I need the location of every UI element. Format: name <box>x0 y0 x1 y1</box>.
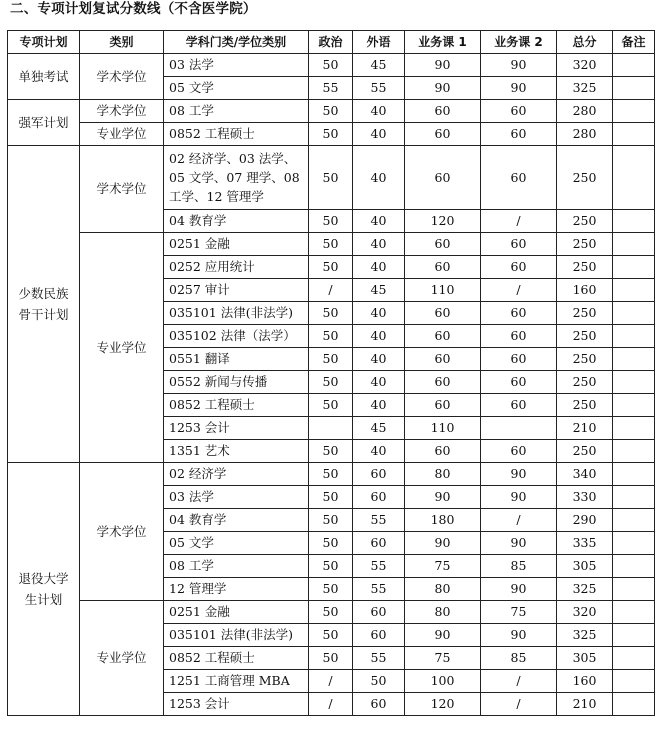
table-row <box>8 100 655 123</box>
note-cell <box>613 100 655 123</box>
foreign-cell: 60 <box>353 463 405 486</box>
course2-cell: 60 <box>481 146 557 210</box>
note-cell <box>613 624 655 647</box>
note-cell <box>613 325 655 348</box>
major-cell: 0552 新闻与传播 <box>164 371 309 394</box>
major-cell: 0852 工程硕士 <box>164 123 309 146</box>
foreign-cell: 45 <box>353 417 405 440</box>
category-cell: 学术学位 <box>80 463 164 601</box>
note-cell <box>613 601 655 624</box>
total-cell: 280 <box>557 100 613 123</box>
course1-cell: 80 <box>405 601 481 624</box>
total-cell: 320 <box>557 601 613 624</box>
foreign-cell: 40 <box>353 146 405 210</box>
course1-cell: 60 <box>405 123 481 146</box>
foreign-cell: 60 <box>353 624 405 647</box>
table-row <box>8 146 655 210</box>
foreign-cell: 40 <box>353 325 405 348</box>
course2-cell: / <box>481 279 557 302</box>
course1-cell: 120 <box>405 210 481 233</box>
major-cell: 08 工学 <box>164 100 309 123</box>
note-cell <box>613 256 655 279</box>
major-cell: 0252 应用统计 <box>164 256 309 279</box>
note-cell <box>613 555 655 578</box>
total-cell: 280 <box>557 123 613 146</box>
plan-cell: 少数民族骨干计划 <box>8 146 80 463</box>
note-cell <box>613 123 655 146</box>
politics-cell: 50 <box>309 100 353 123</box>
plan-cell: 强军计划 <box>8 100 80 146</box>
course2-cell: 90 <box>481 486 557 509</box>
total-cell: 305 <box>557 647 613 670</box>
course1-cell: 60 <box>405 394 481 417</box>
course1-cell: 90 <box>405 486 481 509</box>
category-cell: 学术学位 <box>80 54 164 100</box>
course1-cell: 110 <box>405 417 481 440</box>
course2-cell <box>481 417 557 440</box>
politics-cell: 50 <box>309 624 353 647</box>
note-cell <box>613 670 655 693</box>
course1-cell: 60 <box>405 100 481 123</box>
total-cell: 330 <box>557 486 613 509</box>
score-table <box>7 30 655 716</box>
table-row <box>8 123 655 146</box>
header-total: 总分 <box>557 31 613 54</box>
course1-cell: 60 <box>405 440 481 463</box>
note-cell <box>613 463 655 486</box>
course1-cell: 60 <box>405 256 481 279</box>
course1-cell: 90 <box>405 624 481 647</box>
foreign-cell: 40 <box>353 100 405 123</box>
major-cell: 08 工学 <box>164 555 309 578</box>
course2-cell: / <box>481 670 557 693</box>
politics-cell: 50 <box>309 486 353 509</box>
foreign-cell: 55 <box>353 77 405 100</box>
foreign-cell: 40 <box>353 394 405 417</box>
category-cell: 专业学位 <box>80 233 164 463</box>
major-cell: 0852 工程硕士 <box>164 394 309 417</box>
note-cell <box>613 647 655 670</box>
course2-cell: / <box>481 509 557 532</box>
course2-cell: 60 <box>481 123 557 146</box>
course2-cell: 60 <box>481 348 557 371</box>
politics-cell: 50 <box>309 440 353 463</box>
politics-cell: 50 <box>309 555 353 578</box>
course1-cell: 90 <box>405 54 481 77</box>
major-cell: 05 文学 <box>164 532 309 555</box>
course2-cell: 60 <box>481 371 557 394</box>
foreign-cell: 55 <box>353 647 405 670</box>
category-cell: 专业学位 <box>80 123 164 146</box>
total-cell: 210 <box>557 693 613 716</box>
header-foreign: 外语 <box>353 31 405 54</box>
note-cell <box>613 348 655 371</box>
course2-cell: 90 <box>481 578 557 601</box>
foreign-cell: 60 <box>353 693 405 716</box>
foreign-cell: 55 <box>353 578 405 601</box>
course2-cell: 85 <box>481 555 557 578</box>
major-cell: 0251 金融 <box>164 233 309 256</box>
course2-cell: 90 <box>481 77 557 100</box>
total-cell: 160 <box>557 279 613 302</box>
course2-cell: 90 <box>481 54 557 77</box>
major-cell: 04 教育学 <box>164 509 309 532</box>
course1-cell: 80 <box>405 463 481 486</box>
politics-cell: 50 <box>309 123 353 146</box>
major-cell: 04 教育学 <box>164 210 309 233</box>
politics-cell: / <box>309 693 353 716</box>
major-cell: 1253 会计 <box>164 417 309 440</box>
note-cell <box>613 279 655 302</box>
major-cell: 0852 工程硕士 <box>164 647 309 670</box>
politics-cell: 55 <box>309 77 353 100</box>
course1-cell: 120 <box>405 693 481 716</box>
note-cell <box>613 417 655 440</box>
course1-cell: 60 <box>405 325 481 348</box>
course1-cell: 60 <box>405 146 481 210</box>
total-cell: 340 <box>557 463 613 486</box>
foreign-cell: 40 <box>353 302 405 325</box>
foreign-cell: 60 <box>353 601 405 624</box>
total-cell: 250 <box>557 302 613 325</box>
table-row <box>8 601 655 624</box>
total-cell: 250 <box>557 394 613 417</box>
total-cell: 250 <box>557 233 613 256</box>
politics-cell: 50 <box>309 601 353 624</box>
course1-cell: 100 <box>405 670 481 693</box>
foreign-cell: 40 <box>353 348 405 371</box>
politics-cell: 50 <box>309 210 353 233</box>
table-row <box>8 463 655 486</box>
politics-cell: 50 <box>309 532 353 555</box>
major-cell: 03 法学 <box>164 486 309 509</box>
politics-cell <box>309 417 353 440</box>
foreign-cell: 40 <box>353 210 405 233</box>
politics-cell: 50 <box>309 371 353 394</box>
politics-cell: 50 <box>309 463 353 486</box>
total-cell: 290 <box>557 509 613 532</box>
politics-cell: 50 <box>309 54 353 77</box>
total-cell: 250 <box>557 440 613 463</box>
category-cell: 学术学位 <box>80 146 164 233</box>
course1-cell: 80 <box>405 578 481 601</box>
course2-cell: 90 <box>481 463 557 486</box>
note-cell <box>613 77 655 100</box>
politics-cell: 50 <box>309 325 353 348</box>
section-heading: 二、专项计划复试分数线（不含医学院） <box>10 1 257 17</box>
politics-cell: 50 <box>309 394 353 417</box>
course2-cell: 90 <box>481 624 557 647</box>
course2-cell: 60 <box>481 325 557 348</box>
total-cell: 250 <box>557 146 613 210</box>
course2-cell: 60 <box>481 100 557 123</box>
foreign-cell: 60 <box>353 532 405 555</box>
note-cell <box>613 146 655 210</box>
foreign-cell: 40 <box>353 233 405 256</box>
foreign-cell: 50 <box>353 670 405 693</box>
course1-cell: 60 <box>405 348 481 371</box>
total-cell: 250 <box>557 256 613 279</box>
total-cell: 250 <box>557 371 613 394</box>
course1-cell: 110 <box>405 279 481 302</box>
note-cell <box>613 440 655 463</box>
politics-cell: / <box>309 670 353 693</box>
politics-cell: 50 <box>309 647 353 670</box>
major-cell: 02 经济学 <box>164 463 309 486</box>
note-cell <box>613 693 655 716</box>
major-cell: 12 管理学 <box>164 578 309 601</box>
course1-cell: 180 <box>405 509 481 532</box>
total-cell: 325 <box>557 77 613 100</box>
course2-cell: 60 <box>481 440 557 463</box>
major-cell: 03 法学 <box>164 54 309 77</box>
course1-cell: 90 <box>405 532 481 555</box>
header-politics: 政治 <box>309 31 353 54</box>
course1-cell: 75 <box>405 647 481 670</box>
header-course2: 业务课 2 <box>481 31 557 54</box>
note-cell <box>613 54 655 77</box>
total-cell: 305 <box>557 555 613 578</box>
politics-cell: 50 <box>309 348 353 371</box>
note-cell <box>613 578 655 601</box>
major-cell: 0251 金融 <box>164 601 309 624</box>
note-cell <box>613 371 655 394</box>
table-row <box>8 233 655 256</box>
course2-cell: 90 <box>481 532 557 555</box>
politics-cell: 50 <box>309 256 353 279</box>
foreign-cell: 45 <box>353 54 405 77</box>
major-cell: 1253 会计 <box>164 693 309 716</box>
total-cell: 250 <box>557 325 613 348</box>
foreign-cell: 40 <box>353 440 405 463</box>
course2-cell: 60 <box>481 233 557 256</box>
note-cell <box>613 509 655 532</box>
major-cell: 05 文学 <box>164 77 309 100</box>
note-cell <box>613 210 655 233</box>
note-cell <box>613 233 655 256</box>
politics-cell: 50 <box>309 146 353 210</box>
header-note: 备注 <box>613 31 655 54</box>
note-cell <box>613 486 655 509</box>
foreign-cell: 60 <box>353 486 405 509</box>
major-cell: 02 经济学、03 法学、05 文学、07 理学、08 工学、12 管理学 <box>164 146 309 210</box>
category-cell: 学术学位 <box>80 100 164 123</box>
header-row <box>8 31 655 54</box>
foreign-cell: 40 <box>353 256 405 279</box>
foreign-cell: 55 <box>353 509 405 532</box>
header-plan: 专项计划 <box>8 31 80 54</box>
foreign-cell: 55 <box>353 555 405 578</box>
total-cell: 325 <box>557 578 613 601</box>
total-cell: 325 <box>557 624 613 647</box>
course2-cell: 60 <box>481 256 557 279</box>
total-cell: 160 <box>557 670 613 693</box>
major-cell: 0257 审计 <box>164 279 309 302</box>
total-cell: 320 <box>557 54 613 77</box>
total-cell: 210 <box>557 417 613 440</box>
header-course1: 业务课 1 <box>405 31 481 54</box>
foreign-cell: 45 <box>353 279 405 302</box>
foreign-cell: 40 <box>353 123 405 146</box>
category-cell: 专业学位 <box>80 601 164 716</box>
politics-cell: / <box>309 279 353 302</box>
course2-cell: / <box>481 210 557 233</box>
course1-cell: 60 <box>405 371 481 394</box>
foreign-cell: 40 <box>353 371 405 394</box>
header-category: 类别 <box>80 31 164 54</box>
major-cell: 035102 法律（法学） <box>164 325 309 348</box>
course2-cell: 60 <box>481 394 557 417</box>
total-cell: 250 <box>557 210 613 233</box>
politics-cell: 50 <box>309 233 353 256</box>
total-cell: 250 <box>557 348 613 371</box>
politics-cell: 50 <box>309 302 353 325</box>
major-cell: 1351 艺术 <box>164 440 309 463</box>
course1-cell: 60 <box>405 233 481 256</box>
table-row <box>8 54 655 77</box>
note-cell <box>613 302 655 325</box>
major-cell: 1251 工商管理 MBA <box>164 670 309 693</box>
major-cell: 0551 翻译 <box>164 348 309 371</box>
course2-cell: 75 <box>481 601 557 624</box>
course2-cell: / <box>481 693 557 716</box>
major-cell: 035101 法律(非法学) <box>164 302 309 325</box>
plan-cell: 退役大学生计划 <box>8 463 80 716</box>
note-cell <box>613 532 655 555</box>
note-cell <box>613 394 655 417</box>
politics-cell: 50 <box>309 509 353 532</box>
course1-cell: 75 <box>405 555 481 578</box>
course1-cell: 60 <box>405 302 481 325</box>
header-major: 学科门类/学位类别 <box>164 31 309 54</box>
course2-cell: 60 <box>481 302 557 325</box>
course2-cell: 85 <box>481 647 557 670</box>
politics-cell: 50 <box>309 578 353 601</box>
major-cell: 035101 法律(非法学) <box>164 624 309 647</box>
plan-cell: 单独考试 <box>8 54 80 100</box>
total-cell: 335 <box>557 532 613 555</box>
course1-cell: 90 <box>405 77 481 100</box>
